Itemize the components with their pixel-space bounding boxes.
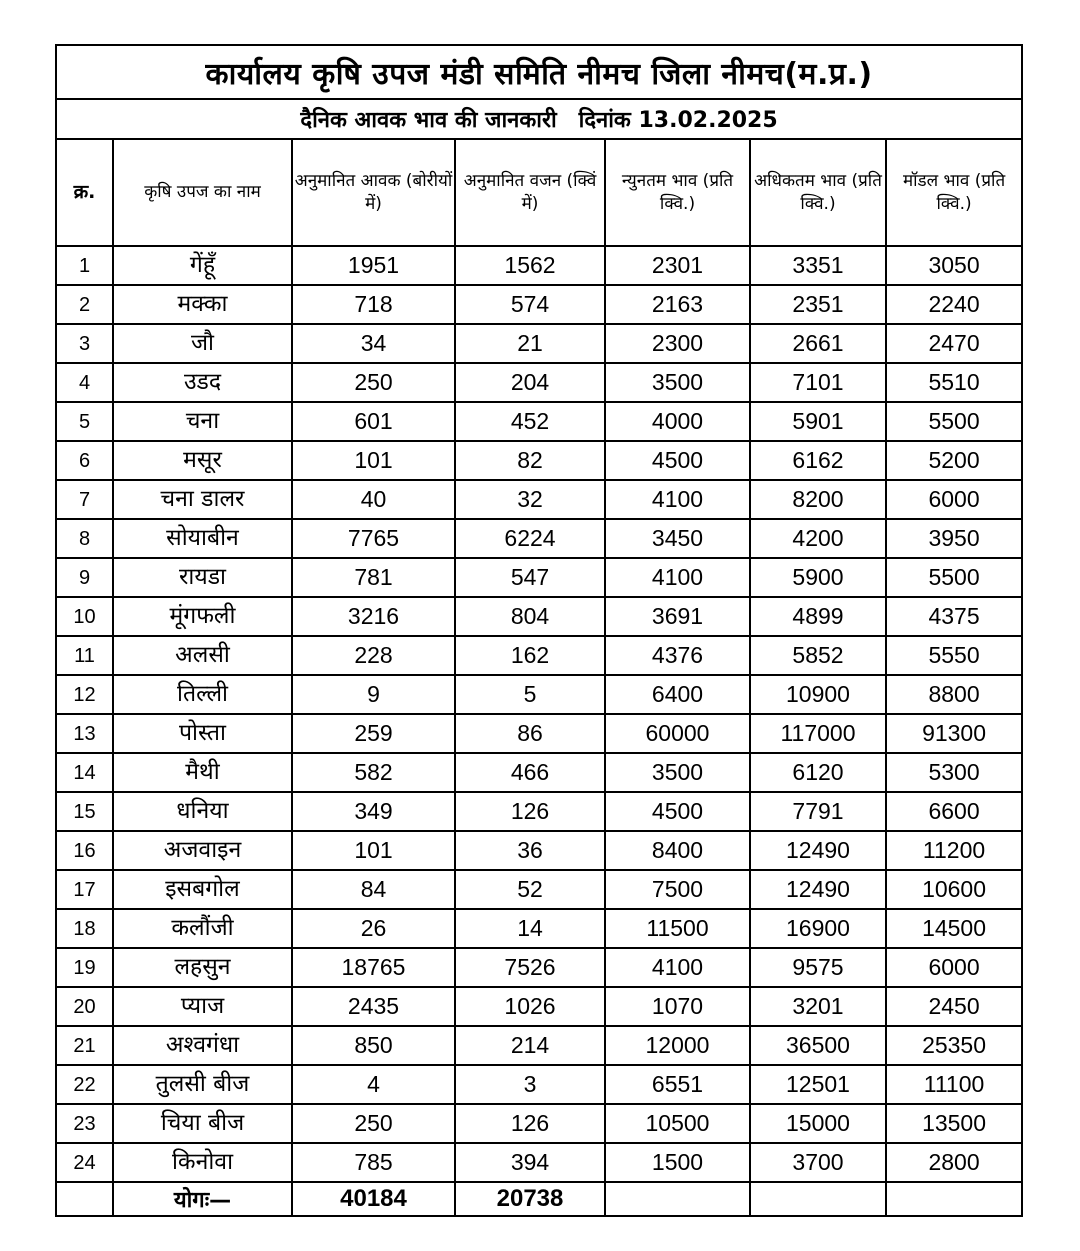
- weight-cell: 14: [455, 909, 605, 948]
- serial-cell: 16: [56, 831, 113, 870]
- table-row: [56, 324, 1022, 363]
- arrival-cell: 850: [292, 1026, 455, 1065]
- serial-cell: 14: [56, 753, 113, 792]
- serial-cell: 20: [56, 987, 113, 1026]
- weight-cell: 36: [455, 831, 605, 870]
- serial-cell: 24: [56, 1143, 113, 1182]
- table-row: [56, 1026, 1022, 1065]
- arrival-cell: 101: [292, 831, 455, 870]
- min-price-cell: 4000: [605, 402, 750, 441]
- modal-price-cell: 5500: [886, 558, 1022, 597]
- arrival-cell: 601: [292, 402, 455, 441]
- serial-cell: 8: [56, 519, 113, 558]
- max-price-cell: 7791: [750, 792, 886, 831]
- weight-cell: 547: [455, 558, 605, 597]
- min-price-cell: 6551: [605, 1065, 750, 1104]
- table-row: [56, 402, 1022, 441]
- modal-price-cell: 2800: [886, 1143, 1022, 1182]
- table-row: [56, 363, 1022, 402]
- weight-cell: 574: [455, 285, 605, 324]
- min-price-cell: 3500: [605, 753, 750, 792]
- table-row: [56, 1143, 1022, 1182]
- weight-cell: 32: [455, 480, 605, 519]
- modal-price-cell: 4375: [886, 597, 1022, 636]
- serial-cell: 10: [56, 597, 113, 636]
- table-row: [56, 285, 1022, 324]
- crop-name-cell: तिल्ली: [113, 675, 292, 714]
- crop-name-cell: धनिया: [113, 792, 292, 831]
- weight-cell: 52: [455, 870, 605, 909]
- header-estimated-weight: अनुमानित वजन (क्विं में): [455, 139, 605, 246]
- max-price-cell: 3700: [750, 1143, 886, 1182]
- modal-price-cell: 11200: [886, 831, 1022, 870]
- modal-price-cell: 25350: [886, 1026, 1022, 1065]
- crop-name-cell: पोस्ता: [113, 714, 292, 753]
- total-row: [56, 1182, 1022, 1216]
- table-row: [56, 987, 1022, 1026]
- serial-cell: 2: [56, 285, 113, 324]
- total-arrival: 40184: [292, 1182, 455, 1216]
- max-price-cell: 6120: [750, 753, 886, 792]
- header-max-price: अधिकतम भाव (प्रति क्वि.): [750, 139, 886, 246]
- serial-cell: 17: [56, 870, 113, 909]
- weight-cell: 466: [455, 753, 605, 792]
- arrival-cell: 101: [292, 441, 455, 480]
- arrival-cell: 40: [292, 480, 455, 519]
- serial-cell: 22: [56, 1065, 113, 1104]
- min-price-cell: 3691: [605, 597, 750, 636]
- min-price-cell: 12000: [605, 1026, 750, 1065]
- max-price-cell: 5900: [750, 558, 886, 597]
- crop-name-cell: चिया बीज: [113, 1104, 292, 1143]
- min-price-cell: 2300: [605, 324, 750, 363]
- serial-cell: 7: [56, 480, 113, 519]
- total-empty-max: [750, 1182, 886, 1216]
- max-price-cell: 10900: [750, 675, 886, 714]
- min-price-cell: 4100: [605, 948, 750, 987]
- total-weight: 20738: [455, 1182, 605, 1216]
- arrival-cell: 349: [292, 792, 455, 831]
- serial-cell: 18: [56, 909, 113, 948]
- max-price-cell: 12501: [750, 1065, 886, 1104]
- table-row: [56, 831, 1022, 870]
- modal-price-cell: 6000: [886, 480, 1022, 519]
- arrival-cell: 250: [292, 363, 455, 402]
- max-price-cell: 7101: [750, 363, 886, 402]
- arrival-cell: 18765: [292, 948, 455, 987]
- min-price-cell: 3500: [605, 363, 750, 402]
- min-price-cell: 1500: [605, 1143, 750, 1182]
- min-price-cell: 11500: [605, 909, 750, 948]
- table-row: [56, 480, 1022, 519]
- total-label: योगः—: [113, 1182, 292, 1216]
- arrival-cell: 1951: [292, 246, 455, 285]
- table-row: [56, 948, 1022, 987]
- serial-cell: 9: [56, 558, 113, 597]
- crop-name-cell: अजवाइन: [113, 831, 292, 870]
- max-price-cell: 15000: [750, 1104, 886, 1143]
- modal-price-cell: 11100: [886, 1065, 1022, 1104]
- crop-name-cell: प्याज: [113, 987, 292, 1026]
- arrival-cell: 84: [292, 870, 455, 909]
- crop-name-cell: चना डालर: [113, 480, 292, 519]
- serial-cell: 13: [56, 714, 113, 753]
- arrival-cell: 785: [292, 1143, 455, 1182]
- arrival-cell: 7765: [292, 519, 455, 558]
- serial-cell: 11: [56, 636, 113, 675]
- weight-cell: 204: [455, 363, 605, 402]
- header-serial: क्र.: [56, 139, 113, 246]
- max-price-cell: 5901: [750, 402, 886, 441]
- max-price-cell: 36500: [750, 1026, 886, 1065]
- max-price-cell: 3201: [750, 987, 886, 1026]
- min-price-cell: 4500: [605, 792, 750, 831]
- max-price-cell: 16900: [750, 909, 886, 948]
- crop-name-cell: अश्वगंधा: [113, 1026, 292, 1065]
- max-price-cell: 4899: [750, 597, 886, 636]
- min-price-cell: 3450: [605, 519, 750, 558]
- modal-price-cell: 2470: [886, 324, 1022, 363]
- modal-price-cell: 8800: [886, 675, 1022, 714]
- min-price-cell: 4100: [605, 558, 750, 597]
- crop-name-cell: जौ: [113, 324, 292, 363]
- max-price-cell: 4200: [750, 519, 886, 558]
- weight-cell: 162: [455, 636, 605, 675]
- header-min-price: न्युनतम भाव (प्रति क्वि.): [605, 139, 750, 246]
- min-price-cell: 60000: [605, 714, 750, 753]
- table-row: [56, 1065, 1022, 1104]
- max-price-cell: 8200: [750, 480, 886, 519]
- min-price-cell: 1070: [605, 987, 750, 1026]
- weight-cell: 452: [455, 402, 605, 441]
- arrival-cell: 2435: [292, 987, 455, 1026]
- modal-price-cell: 5200: [886, 441, 1022, 480]
- crop-name-cell: गेंहूँ: [113, 246, 292, 285]
- arrival-cell: 582: [292, 753, 455, 792]
- table-row: [56, 675, 1022, 714]
- weight-cell: 804: [455, 597, 605, 636]
- min-price-cell: 4376: [605, 636, 750, 675]
- arrival-cell: 3216: [292, 597, 455, 636]
- serial-cell: 1: [56, 246, 113, 285]
- weight-cell: 7526: [455, 948, 605, 987]
- modal-price-cell: 2240: [886, 285, 1022, 324]
- arrival-cell: 9: [292, 675, 455, 714]
- modal-price-cell: 5300: [886, 753, 1022, 792]
- min-price-cell: 2301: [605, 246, 750, 285]
- max-price-cell: 3351: [750, 246, 886, 285]
- subtitle-label: दैनिक आवक भाव की जानकारी: [300, 108, 557, 133]
- min-price-cell: 10500: [605, 1104, 750, 1143]
- total-empty-min: [605, 1182, 750, 1216]
- arrival-cell: 228: [292, 636, 455, 675]
- modal-price-cell: 6000: [886, 948, 1022, 987]
- serial-cell: 3: [56, 324, 113, 363]
- crop-name-cell: किनोवा: [113, 1143, 292, 1182]
- table-row: [56, 597, 1022, 636]
- serial-cell: 4: [56, 363, 113, 402]
- weight-cell: 394: [455, 1143, 605, 1182]
- column-header-row: [56, 139, 1022, 246]
- table-row: [56, 519, 1022, 558]
- crop-name-cell: मसूर: [113, 441, 292, 480]
- date-value: 13.02.2025: [638, 108, 778, 133]
- arrival-cell: 250: [292, 1104, 455, 1143]
- max-price-cell: 117000: [750, 714, 886, 753]
- mandi-rate-table: [55, 44, 1023, 1217]
- arrival-cell: 718: [292, 285, 455, 324]
- modal-price-cell: 5500: [886, 402, 1022, 441]
- weight-cell: 1562: [455, 246, 605, 285]
- max-price-cell: 12490: [750, 870, 886, 909]
- table-row: [56, 246, 1022, 285]
- modal-price-cell: 5510: [886, 363, 1022, 402]
- table-row: [56, 753, 1022, 792]
- crop-name-cell: सोयाबीन: [113, 519, 292, 558]
- weight-cell: 1026: [455, 987, 605, 1026]
- serial-cell: 19: [56, 948, 113, 987]
- max-price-cell: 2351: [750, 285, 886, 324]
- report-subtitle: [56, 99, 1022, 139]
- date-label: दिनांक: [578, 108, 631, 133]
- modal-price-cell: 6600: [886, 792, 1022, 831]
- arrival-cell: 781: [292, 558, 455, 597]
- crop-name-cell: लहसुन: [113, 948, 292, 987]
- min-price-cell: 4500: [605, 441, 750, 480]
- header-estimated-arrival: अनुमानित आवक (बोरीयों में): [292, 139, 455, 246]
- arrival-cell: 26: [292, 909, 455, 948]
- arrival-cell: 34: [292, 324, 455, 363]
- min-price-cell: 4100: [605, 480, 750, 519]
- total-empty-serial: [56, 1182, 113, 1216]
- table-row: [56, 558, 1022, 597]
- max-price-cell: 9575: [750, 948, 886, 987]
- weight-cell: 126: [455, 1104, 605, 1143]
- modal-price-cell: 3050: [886, 246, 1022, 285]
- crop-name-cell: उडद: [113, 363, 292, 402]
- crop-name-cell: मूंगफली: [113, 597, 292, 636]
- max-price-cell: 12490: [750, 831, 886, 870]
- weight-cell: 21: [455, 324, 605, 363]
- serial-cell: 5: [56, 402, 113, 441]
- weight-cell: 126: [455, 792, 605, 831]
- serial-cell: 21: [56, 1026, 113, 1065]
- header-crop-name: कृषि उपज का नाम: [113, 139, 292, 246]
- modal-price-cell: 3950: [886, 519, 1022, 558]
- weight-cell: 86: [455, 714, 605, 753]
- modal-price-cell: 10600: [886, 870, 1022, 909]
- modal-price-cell: 14500: [886, 909, 1022, 948]
- min-price-cell: 7500: [605, 870, 750, 909]
- modal-price-cell: 5550: [886, 636, 1022, 675]
- crop-name-cell: तुलसी बीज: [113, 1065, 292, 1104]
- table-row: [56, 714, 1022, 753]
- crop-name-cell: चना: [113, 402, 292, 441]
- min-price-cell: 6400: [605, 675, 750, 714]
- serial-cell: 12: [56, 675, 113, 714]
- table-row: [56, 441, 1022, 480]
- crop-name-cell: मक्का: [113, 285, 292, 324]
- max-price-cell: 2661: [750, 324, 886, 363]
- table-row: [56, 636, 1022, 675]
- max-price-cell: 6162: [750, 441, 886, 480]
- min-price-cell: 2163: [605, 285, 750, 324]
- modal-price-cell: 13500: [886, 1104, 1022, 1143]
- serial-cell: 15: [56, 792, 113, 831]
- total-empty-modal: [886, 1182, 1022, 1216]
- arrival-cell: 4: [292, 1065, 455, 1104]
- arrival-cell: 259: [292, 714, 455, 753]
- table-row: [56, 1104, 1022, 1143]
- weight-cell: 6224: [455, 519, 605, 558]
- weight-cell: 214: [455, 1026, 605, 1065]
- weight-cell: 3: [455, 1065, 605, 1104]
- crop-name-cell: कलौंजी: [113, 909, 292, 948]
- table-row: [56, 792, 1022, 831]
- weight-cell: 82: [455, 441, 605, 480]
- serial-cell: 6: [56, 441, 113, 480]
- modal-price-cell: 91300: [886, 714, 1022, 753]
- table-row: [56, 909, 1022, 948]
- modal-price-cell: 2450: [886, 987, 1022, 1026]
- min-price-cell: 8400: [605, 831, 750, 870]
- crop-name-cell: रायडा: [113, 558, 292, 597]
- crop-name-cell: इसबगोल: [113, 870, 292, 909]
- crop-name-cell: अलसी: [113, 636, 292, 675]
- weight-cell: 5: [455, 675, 605, 714]
- serial-cell: 23: [56, 1104, 113, 1143]
- table-row: [56, 870, 1022, 909]
- page-title: कार्यालय कृषि उपज मंडी समिति नीमच जिला नीमच(म.प्र.): [56, 45, 1022, 99]
- crop-name-cell: मैथी: [113, 753, 292, 792]
- header-modal-price: मॉडल भाव (प्रति क्वि.): [886, 139, 1022, 246]
- max-price-cell: 5852: [750, 636, 886, 675]
